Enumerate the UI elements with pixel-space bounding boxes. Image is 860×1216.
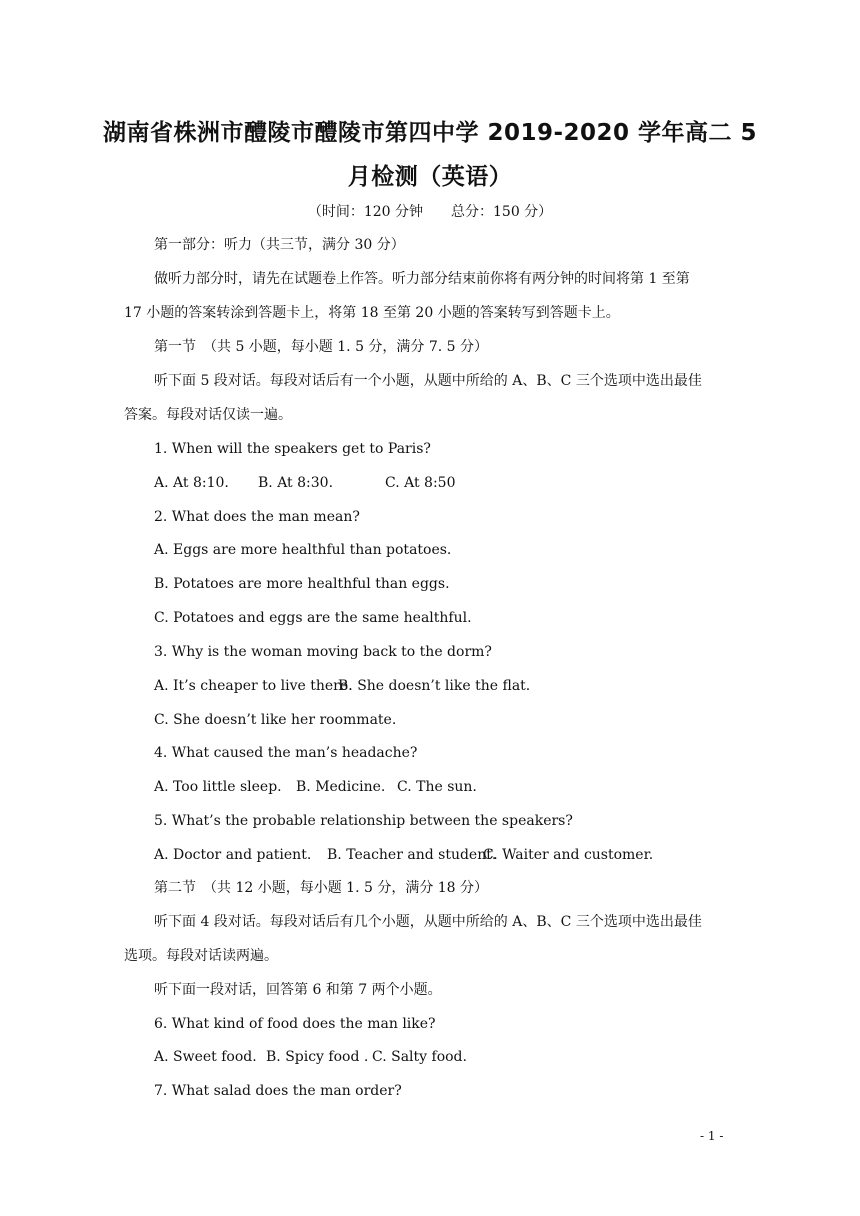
question-6: 6. What kind of food does the man like? xyxy=(154,1016,436,1032)
option-a: A. It’s cheaper to live there. xyxy=(154,678,353,694)
question-5: 5. What’s the probable relationship between the speakers? xyxy=(154,813,573,829)
instruction-line: 17 小题的答案转涂到答题卡上，将第 18 至第 20 小题的答案转写到答题卡上。 xyxy=(124,305,620,321)
option-a: A. Too little sleep. xyxy=(154,779,282,795)
section1-instruction: 答案。每段对话仅读一遍。 xyxy=(124,407,292,423)
option-a: A. Doctor and patient. xyxy=(154,847,312,863)
option-c: C. At 8:50 xyxy=(385,475,456,491)
option-a: A. Eggs are more healthful than potatoes. xyxy=(154,542,452,558)
document-title-line2: 月检测（英语） xyxy=(347,164,513,190)
section1-instruction: 听下面 5 段对话。每段对话后有一个小题，从题中所给的 A、B、C 三个选项中选出最佳 xyxy=(154,373,702,389)
option-b: B. Potatoes are more healthful than eggs. xyxy=(154,576,450,592)
option-b: B. Spicy food . xyxy=(266,1049,369,1065)
option-b: B. Medicine. xyxy=(296,779,386,795)
section2-instruction: 听下面 4 段对话。每段对话后有几个小题，从题中所给的 A、B、C 三个选项中选出最佳 xyxy=(154,914,702,930)
exam-meta: （时间：120 分钟 总分：150 分） xyxy=(307,204,553,220)
question-4-options xyxy=(154,777,477,797)
question-2: 2. What does the man mean? xyxy=(154,509,360,525)
option-b: B. At 8:30. xyxy=(258,475,334,491)
part1-heading: 第一部分：听力（共三节，满分 30 分） xyxy=(154,237,405,253)
page-number: - 1 - xyxy=(700,1129,724,1143)
option-c: C. The sun. xyxy=(397,779,477,795)
option-c: C. Potatoes and eggs are the same healthful. xyxy=(154,610,472,626)
option-c: C. Salty food. xyxy=(372,1049,467,1065)
option-b: B. She doesn’t like the flat. xyxy=(338,678,531,694)
question-5-options xyxy=(154,845,653,865)
question-4: 4. What caused the man’s headache? xyxy=(154,745,418,761)
document-title-line1: 湖南省株洲市醴陵市醴陵市第四中学 2019-2020 学年高二 5 xyxy=(102,120,758,146)
question-1-options xyxy=(154,473,456,493)
question-3: 3. Why is the woman moving back to the dorm? xyxy=(154,644,492,660)
question-6-options xyxy=(154,1047,467,1067)
question-3-options xyxy=(154,676,530,696)
question-7: 7. What salad does the man order? xyxy=(154,1083,402,1099)
instruction-line: 做听力部分时，请先在试题卷上作答。听力部分结束前你将有两分钟的时间将第 1 至第 xyxy=(154,271,690,287)
section2-instruction: 选项。每段对话读两遍。 xyxy=(124,948,278,964)
dialog-note: 听下面一段对话，回答第 6 和第 7 两个小题。 xyxy=(154,982,442,998)
option-c: C. Waiter and customer. xyxy=(483,847,654,863)
section2-heading: 第二节 （共 12 小题，每小题 1. 5 分，满分 18 分） xyxy=(154,880,489,896)
option-c: C. She doesn’t like her roommate. xyxy=(154,712,397,728)
section1-heading: 第一节 （共 5 小题，每小题 1. 5 分，满分 7. 5 分） xyxy=(154,339,489,355)
option-a: A. Sweet food. xyxy=(154,1049,257,1065)
question-1: 1. When will the speakers get to Paris? xyxy=(154,441,431,457)
option-b: B. Teacher and student. xyxy=(327,847,497,863)
option-a: A. At 8:10. xyxy=(154,475,229,491)
